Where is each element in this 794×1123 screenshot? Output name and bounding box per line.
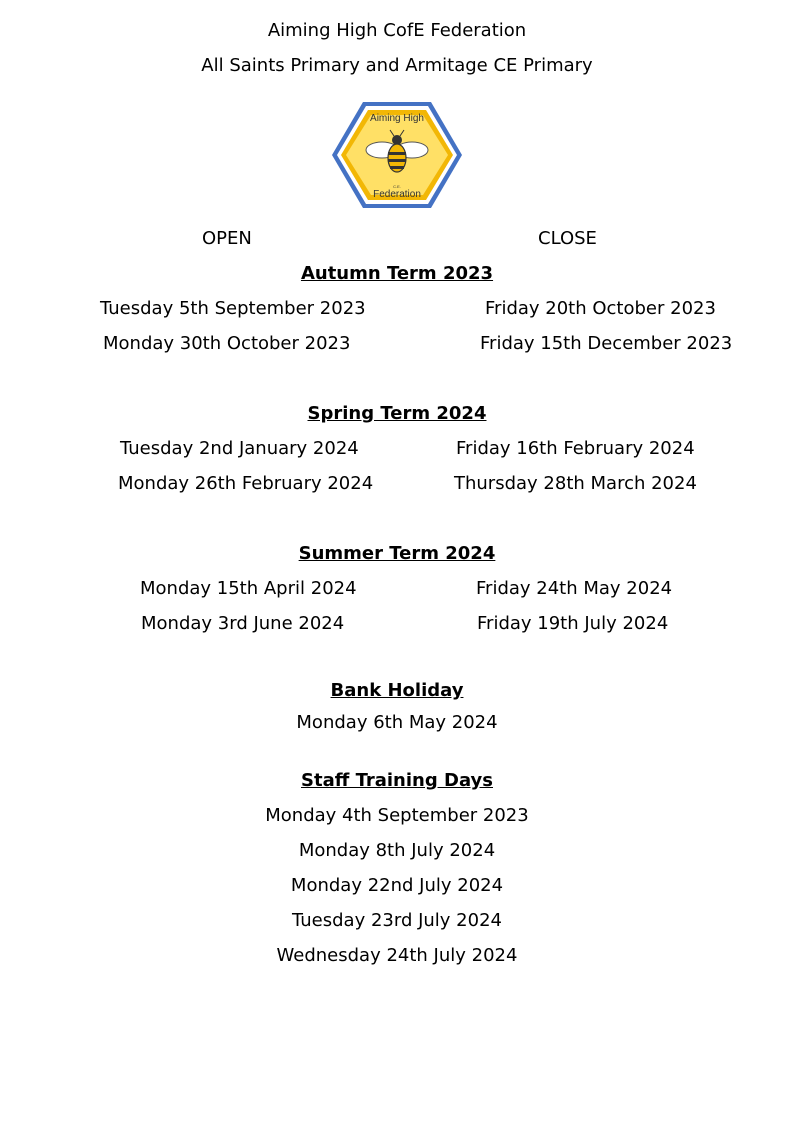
- staff-training-heading: Staff Training Days: [301, 770, 493, 791]
- header-line-2: All Saints Primary and Armitage CE Primary: [201, 55, 593, 76]
- logo-small-text: C.E.: [393, 184, 401, 189]
- summer-close-1: Friday 24th May 2024: [476, 578, 673, 599]
- logo-top-text: Aiming High: [370, 113, 424, 124]
- staff-training-date-3: Monday 22nd July 2024: [290, 875, 504, 896]
- staff-training-date-1: Monday 4th September 2023: [265, 805, 529, 826]
- summer-term-heading: Summer Term 2024: [298, 543, 496, 564]
- staff-training-date-5: Wednesday 24th July 2024: [276, 945, 518, 966]
- spring-open-1: Tuesday 2nd January 2024: [120, 438, 359, 459]
- summer-open-2: Monday 3rd June 2024: [141, 613, 345, 634]
- spring-term-heading: Spring Term 2024: [307, 403, 487, 424]
- summer-close-2: Friday 19th July 2024: [477, 613, 669, 634]
- spring-close-2: Thursday 28th March 2024: [454, 473, 697, 494]
- autumn-close-2: Friday 15th December 2023: [480, 333, 733, 354]
- spring-open-2: Monday 26th February 2024: [118, 473, 374, 494]
- staff-training-date-2: Monday 8th July 2024: [298, 840, 496, 861]
- federation-logo: [330, 100, 464, 210]
- column-open-label: OPEN: [202, 228, 252, 249]
- autumn-open-1: Tuesday 5th September 2023: [100, 298, 366, 319]
- logo-bottom-text: Federation: [373, 189, 421, 200]
- column-close-label: CLOSE: [538, 228, 597, 249]
- autumn-term-heading: Autumn Term 2023: [300, 263, 494, 284]
- header-line-1: Aiming High CofE Federation: [267, 20, 527, 41]
- autumn-open-2: Monday 30th October 2023: [103, 333, 351, 354]
- summer-open-1: Monday 15th April 2024: [140, 578, 357, 599]
- staff-training-date-4: Tuesday 23rd July 2024: [292, 910, 502, 931]
- bank-holiday-heading: Bank Holiday: [330, 680, 464, 701]
- spring-close-1: Friday 16th February 2024: [456, 438, 695, 459]
- bank-holiday-date: Monday 6th May 2024: [296, 712, 498, 733]
- autumn-close-1: Friday 20th October 2023: [485, 298, 716, 319]
